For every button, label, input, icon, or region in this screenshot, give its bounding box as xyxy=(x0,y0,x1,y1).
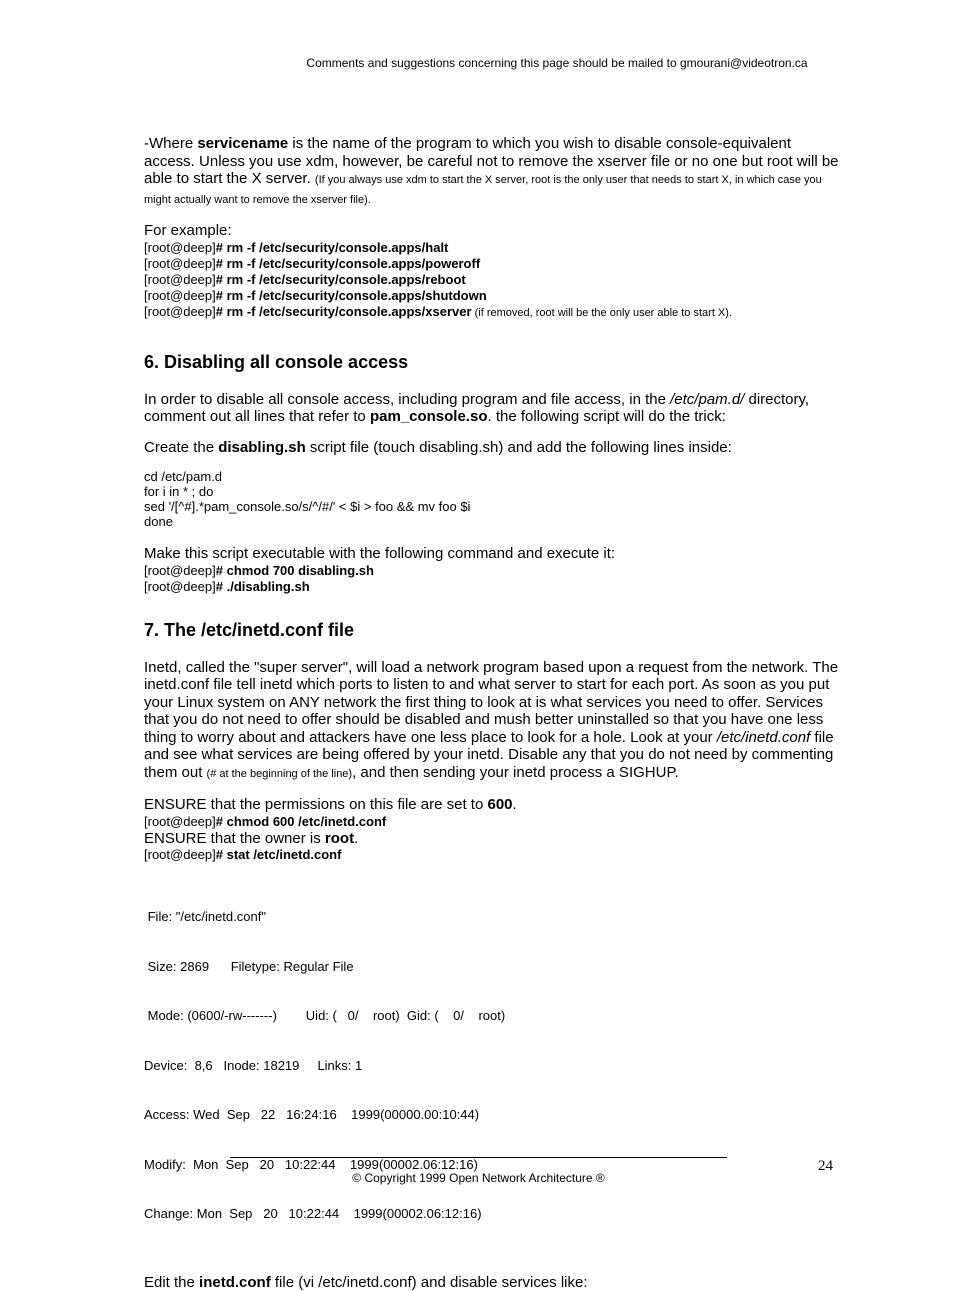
create-text-a: Create the xyxy=(144,439,218,456)
ensure-perm-text: ENSURE that the permissions on this file are set to xyxy=(144,796,487,813)
prompt: [root@deep] xyxy=(144,847,216,862)
command-line xyxy=(144,814,844,830)
prompt: [root@deep] xyxy=(144,272,216,287)
section-7-heading: 7. The /etc/inetd.conf file xyxy=(144,619,844,641)
chmod-commands xyxy=(144,563,844,595)
command-line xyxy=(144,847,844,863)
ensure-perm-end: . xyxy=(513,796,517,813)
command-line xyxy=(144,240,844,256)
prompt: [root@deep] xyxy=(144,288,216,303)
make-executable-paragraph: Make this script executable with the following command and execute it: xyxy=(144,545,844,563)
command-line xyxy=(144,288,844,304)
section-6-text-b: directory, comment out all lines that refer to xyxy=(144,391,809,426)
stat-line: Access: Wed Sep 22 16:24:16 1999(00000.00:10:44) xyxy=(144,1107,844,1124)
edit-inetd-paragraph xyxy=(144,1274,844,1291)
edit-text-a: Edit the xyxy=(144,1274,199,1291)
edit-text-b: file (vi /etc/inetd.conf) and disable services like: xyxy=(271,1274,588,1291)
command-text: # rm -f /etc/security/console.apps/reboot xyxy=(216,272,466,287)
command-line xyxy=(144,563,844,579)
pam-console-term: pam_console.so xyxy=(370,408,488,425)
command-text: # ./disabling.sh xyxy=(216,579,310,594)
create-text-b: script file (touch disabling.sh) and add the following lines inside: xyxy=(306,439,732,456)
rm-commands xyxy=(144,240,844,321)
script-line: done xyxy=(144,514,844,529)
command-line xyxy=(144,304,844,321)
stat-line: File: "/etc/inetd.conf" xyxy=(144,909,844,926)
ensure-owner xyxy=(144,830,844,848)
command-text: # chmod 700 disabling.sh xyxy=(216,563,374,578)
section-7-text-a: Inetd, called the "super server", will load a network program based upon a request from the network. The inetd.conf file tell inetd which ports to listen to and what server to start for each port. As soon as you put your Linux system on ANY network the first thing to look at is what services you need to offer. Services that you do not need to offer should be disabled and mush better uninstalled so that you have one less thing to worry about and attackers have one less place to look for a hole. Look at your xyxy=(144,659,838,746)
stat-line: Device: 8,6 Inode: 18219 Links: 1 xyxy=(144,1058,844,1075)
section-6-heading: 6. Disabling all console access xyxy=(144,351,844,373)
command-text: # chmod 600 /etc/inetd.conf xyxy=(216,814,387,829)
prompt: [root@deep] xyxy=(144,563,216,578)
servicename-term: servicename xyxy=(197,135,288,152)
owner-value: root xyxy=(325,830,354,847)
stat-line: Modify: Mon Sep 20 10:22:44 1999(00002.06:12:16) xyxy=(144,1157,844,1174)
intro-small-note: (If you always use xdm to start the X server, root is the only user that needs to start X, in which case you might actually want to remove the xserver file). xyxy=(144,174,822,206)
section-6-paragraph xyxy=(144,391,844,426)
command-text: # rm -f /etc/security/console.apps/halt xyxy=(216,240,449,255)
comment-note: (# at the beginning of the line) xyxy=(207,768,353,780)
create-script-paragraph xyxy=(144,439,844,457)
command-text: # stat /etc/inetd.conf xyxy=(216,847,342,862)
stat-line: Mode: (0600/-rw-------) Uid: ( 0/ root) Gid: ( 0/ root) xyxy=(144,1008,844,1025)
ensure-permissions xyxy=(144,796,844,814)
perm-value: 600 xyxy=(487,796,512,813)
section-6-text-a: In order to disable all console access, including program and file access, in the xyxy=(144,391,670,408)
script-block xyxy=(144,469,844,529)
prompt: [root@deep] xyxy=(144,256,216,271)
command-line xyxy=(144,272,844,288)
intro-text-a: -Where xyxy=(144,135,197,152)
prompt: [root@deep] xyxy=(144,240,216,255)
section-7-text-c: , and then sending your inetd process a SIGHUP. xyxy=(352,764,679,781)
command-text: # rm -f /etc/security/console.apps/xserver xyxy=(216,304,472,319)
command-text: # rm -f /etc/security/console.apps/shutdown xyxy=(216,288,487,303)
page-header: Comments and suggestions concerning this page should be mailed to gmourani@videotron.ca xyxy=(0,56,979,70)
disabling-sh-term: disabling.sh xyxy=(218,439,306,456)
inetd-conf-term: inetd.conf xyxy=(199,1274,271,1291)
prompt: [root@deep] xyxy=(144,304,216,319)
footer-divider xyxy=(230,1157,727,1158)
intro-paragraph xyxy=(144,135,844,209)
script-line: cd /etc/pam.d xyxy=(144,469,844,484)
inetd-conf-path: /etc/inetd.conf xyxy=(717,729,810,746)
script-line: for i in * ; do xyxy=(144,484,844,499)
ensure-owner-text: ENSURE that the owner is xyxy=(144,830,325,847)
footer-copyright: © Copyright 1999 Open Network Architecture ® xyxy=(230,1171,727,1185)
xserver-note: (if removed, root will be the only user able to start X). xyxy=(472,307,732,319)
command-line xyxy=(144,579,844,595)
stat-line: Size: 2869 Filetype: Regular File xyxy=(144,959,844,976)
section-7-paragraph xyxy=(144,659,844,784)
intro-text-c: is the name of the program to which you wish to disable console-equivalent access. Unless you use xdm, however, be careful not to remove the xserver file or no one but root will be able to start the X server. xyxy=(144,135,839,187)
prompt: [root@deep] xyxy=(144,814,216,829)
section-6-text-c: . the following script will do the trick: xyxy=(487,408,725,425)
page-number: 24 xyxy=(818,1158,833,1175)
command-text: # rm -f /etc/security/console.apps/poweroff xyxy=(216,256,480,271)
stat-line: Change: Mon Sep 20 10:22:44 1999(00002.06:12:16) xyxy=(144,1206,844,1223)
script-line: sed '/[^#].*pam_console.so/s/^/#/' < $i > foo && mv foo $i xyxy=(144,499,844,514)
stat-output xyxy=(144,876,844,1256)
command-line xyxy=(144,256,844,272)
prompt: [root@deep] xyxy=(144,579,216,594)
page-content xyxy=(144,135,844,1291)
section-7-text-b: file and see what services are being offered by your inetd. Disable any that you do not need by commenting them out xyxy=(144,729,834,781)
ensure-owner-end: . xyxy=(354,830,358,847)
pam-d-path: /etc/pam.d/ xyxy=(670,391,744,408)
for-example-label: For example: xyxy=(144,222,844,240)
